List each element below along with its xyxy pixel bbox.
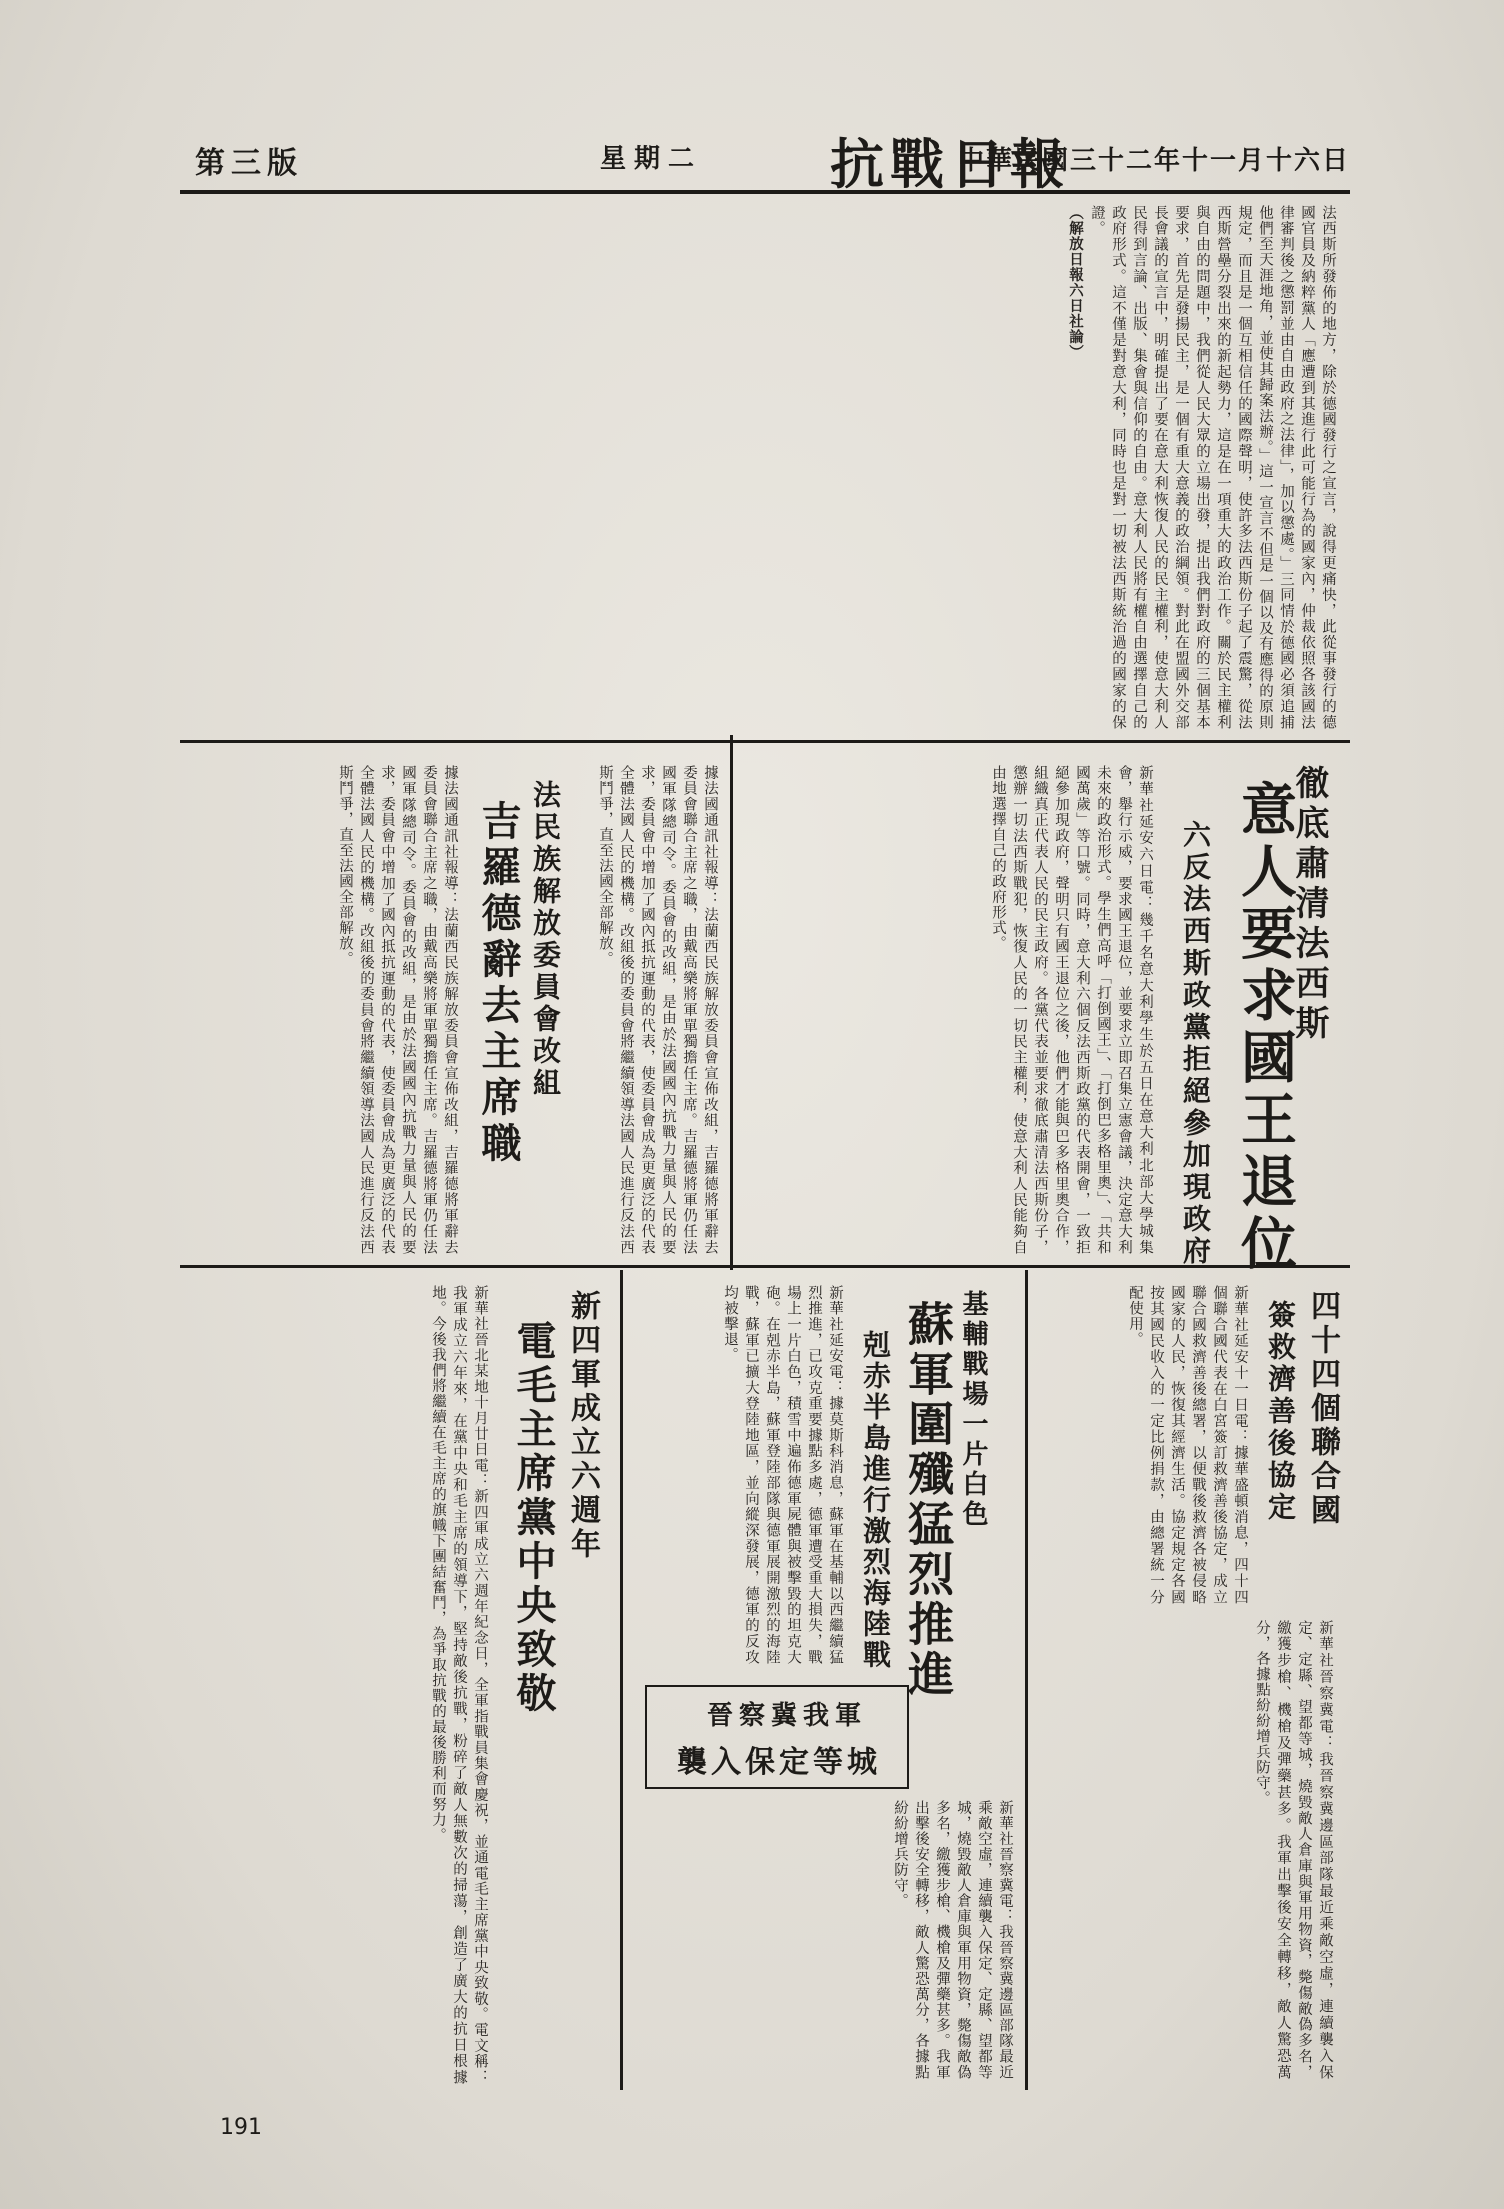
italy-subtitle: 六反法西斯政黨拒絕參加現政府 — [1179, 820, 1212, 1268]
lead-body: 法西斯所發佈的地方，除於德國發行之宣言，說得更痛快，此從事發行的德國官員及納粹黨人「應遭到其進行此可能行為的國家內，仲裁依照各該國法律審判後之懲罰並由自由政府之法律」，加以懲處。」三同情於德國必須追捕他們至天涯地角，並使其歸案法辦。」這一宣言不但是一個以及有應得的原則規定，而且是一個互相信任的國際聲明，使許多法西斯份子起了震驚，從法西斯營壘分裂出來的新起勢力，這是在一項重大的政治工作。關於民主權利與自由的問題中，我們從人民大眾的立場出發，提出我們對政府的三個基本要求，首先是發揚民主，是一個有重大意義的政治綱領。對此在盟國外交部長會議的宣言中，明確提出了要在意大利恢復人民的民主權利，使意大利人民得到言論、出版、集會與信仰的自由。意大利人民將有權自由選擇自己的政府形式。這不僅是對意大利，同時也是對一切被法西斯統治過的國家的保證。 — [1089, 205, 1336, 730]
soviet-kicker: 基輔戰場一片白色 — [958, 1290, 988, 1530]
jinchaji-title: 晉察冀我軍 — [707, 1701, 868, 1731]
nations-body: 新華社延安十一日電：據華盛頓消息，四十四個聯合國代表在白宮簽訂救濟善後協定，成立聯合國救濟善後總署，以便戰後救濟各被侵略國家的人民，恢復其經濟生活。協定規定各國按其國民收入的一定比例捐款，由總署統一分配使用。 — [1127, 1285, 1248, 1605]
lead-attribution: （解放日報六日社論） — [1067, 205, 1084, 360]
masthead — [180, 120, 1350, 194]
new4-title: 電毛主席黨中央致敬 — [510, 1320, 557, 1716]
italy-kicker: 徹底肅清法西斯 — [1289, 765, 1329, 1045]
divider-vertical-3 — [620, 1270, 623, 2090]
jinchaji-body: 新華社晉察冀電：我晉察冀邊區部隊最近乘敵空虛，連續襲入保定、定縣、望都等城，燒毀敵人倉庫與軍用物資，斃傷敵偽多名，繳獲步槍、機槍及彈藥甚多。我軍出擊後安全轉移，敵人驚恐萬分，各據點紛紛增兵防守。 — [892, 1800, 1013, 2080]
divider-vertical-2 — [1025, 1270, 1028, 2090]
soviet-body: 新華社延安電：據莫斯科消息，蘇軍在基輔以西繼續猛烈推進，已攻克重要據點多處，德軍遭受重大損失，戰場上一片白色，積雪中遍佈德軍屍體與被擊毀的坦克大砲。在剋赤半島，蘇軍登陸部隊與德軍展開激烈的海陸戰，蘇軍已擴大登陸地區，並向縱深發展，德軍的反攻均被擊退。 — [722, 1285, 843, 1665]
divider-vertical-1 — [730, 735, 733, 1270]
new4-subtitle: 新四軍成立六週年 — [565, 1290, 600, 1562]
weekday: 星期二 — [600, 144, 703, 174]
giraud-subtitle: 法民族解放委員會改組 — [529, 780, 562, 1100]
lead-editorial — [188, 205, 1338, 730]
giraud-body: 據法國通訊社報導：法蘭西民族解放委員會宣佈改組，吉羅德將軍辭去委員會聯合主席之職，由戴高樂將軍單獨擔任主席。吉羅德將軍仍任法國軍隊總司令。委員會的改組，是由於法國國內抗戰力量與人民的要求，委員會中增加了國內抵抗運動的代表，使委員會成為更廣泛的代表全體法國人民的機構。改組後的委員會將繼續領導法國人民進行反法西斯鬥爭，直至法國全部解放。 — [337, 765, 458, 1255]
page-number: 191 — [220, 2115, 262, 2140]
paper-title: 抗戰日報 — [830, 132, 1070, 196]
italy-title: 意人要求國王退位 — [1232, 780, 1298, 1276]
jinchaji-headline-box — [645, 1685, 909, 1789]
issue-date: 中華民國三十二年十一月十六日 — [957, 146, 1350, 176]
giraud-body-continued: 據法國通訊社報導：法蘭西民族解放委員會宣佈改組，吉羅德將軍辭去委員會聯合主席之職，由戴高樂將軍單獨擔任主席。吉羅德將軍仍任法國軍隊總司令。委員會的改組，是由於法國國內抗戰力量與人民的要求，委員會中增加了國內抵抗運動的代表，使委員會成為更廣泛的代表全體法國人民的機構。改組後的委員會將繼續領導法國人民進行反法西斯鬥爭，直至法國全部解放。 — [597, 765, 718, 1255]
italy-body: 新華社延安六日電：幾千名意大利學生於五日在意大利北部大學城集會，舉行示威，要求國王退位，並要求立即召集立憲會議，決定意大利未來的政治形式。學生們高呼「打倒國王」、「打倒巴多格里奧」、「共和國萬歲」等口號。同時，意大利六個反法西斯政黨的代表開會，一致拒絕參加現政府，聲明只有國王退位之後，他們才能與巴多格里奧合作，組織真正代表人民的民主政府。各黨代表並要求徹底肅清法西斯份子，懲辦一切法西斯戰犯，恢復人民的一切民主權利，使意大利人民能夠自由地選擇自己的政府形式。 — [990, 765, 1153, 1255]
giraud-title: 吉羅德辭去主席職 — [475, 800, 522, 1168]
nations-title: 四十四個聯合國 — [1305, 1290, 1340, 1528]
soviet-title: 蘇軍圍殲猛烈推進 — [901, 1300, 955, 1700]
soviet-subtitle: 剋赤半島進行激烈海陸戰 — [859, 1330, 892, 1671]
nations-body-continued: 新華社晉察冀電：我晉察冀邊區部隊最近乘敵空虛，連續襲入保定、定縣、望都等城，燒毀敵人倉庫與軍用物資，斃傷敵偽多名，繳獲步槍、機槍及彈藥甚多。我軍出擊後安全轉移，敵人驚恐萬分，各據點紛紛增兵防守。 — [1254, 1620, 1333, 2080]
jinchaji-subtitle: 襲入保定等城 — [677, 1745, 881, 1780]
new4-body: 新華社晉北某地十月廿日電：新四軍成立六週年紀念日，全軍指戰員集會慶祝，並通電毛主席黨中央致敬。電文稱：我軍成立六年來，在黨中央和毛主席的領導下，堅持敵後抗戰，粉碎了敵人無數次的掃蕩，創造了廣大的抗日根據地。今後我們將繼續在毛主席的旗幟下團結奮鬥，為爭取抗戰的最後勝利而努力。 — [430, 1285, 488, 2085]
section-label: 第三版 — [195, 146, 303, 181]
divider-top — [180, 740, 1350, 743]
nations-subtitle: 簽救濟善後協定 — [1264, 1300, 1297, 1524]
